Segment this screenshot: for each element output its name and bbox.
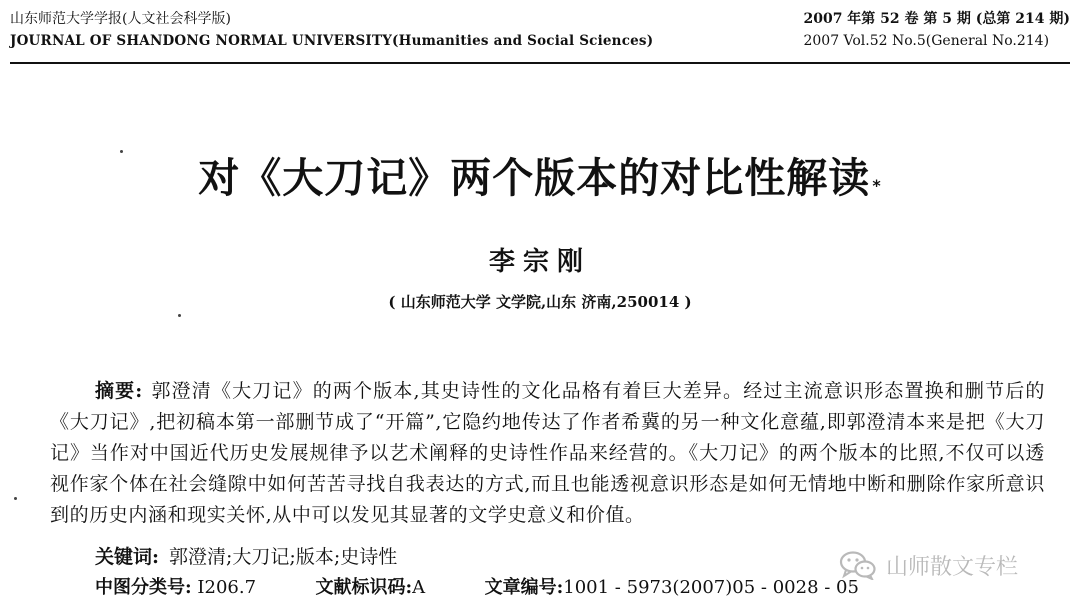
journal-header	[10, 8, 1070, 64]
classification-row	[95, 574, 859, 602]
keywords-text: 郭澄清;大刀记;版本;史诗性	[169, 546, 398, 568]
watermark	[838, 548, 1018, 582]
issue-info-en: 2007 Vol.52 No.5(General No.214)	[803, 33, 1050, 49]
article-no-value: 1001 - 5973(2007)05 - 0028 - 05	[563, 577, 859, 598]
article-title	[0, 150, 1080, 206]
abstract-text: 郭澄清《大刀记》的两个版本,其史诗性的文化品格有着巨大差异。经过主流意识形态置换和删节后的《大刀记》,把初稿本第一部删节成了“开篇”,它隐约地传达了作者希冀的另一种文化意蕴,即郭澄清本来是把《大刀记》当作对中国近代历史发展规律予以艺术阐释的史诗性作品来经营的。《大刀记》的两个版本的比照,不仅可以透视作家个体在社会缝隙中如何苦苦寻找自我表达的方式,而且也能透视意识形态是如何无情地中断和删除作家所意识到的历史内涵和现实关怀,从中可以发见其显著的文学史意义和价值。	[50, 380, 1045, 526]
abstract	[50, 376, 1045, 531]
clc-label: 中图分类号:	[95, 577, 192, 598]
abstract-label: 摘要:	[95, 380, 143, 402]
header-right	[803, 8, 1070, 52]
author-name: 李宗刚	[488, 247, 591, 277]
scan-speck	[14, 497, 17, 500]
author-affiliation: ( 山东师范大学 文学院,山东 济南,250014 )	[388, 293, 692, 311]
watermark-text: 山师散文专栏	[886, 554, 1019, 580]
wechat-icon	[838, 550, 878, 580]
keywords	[95, 543, 397, 571]
clc-value: I206.7	[197, 577, 257, 598]
title-footnote-mark: *	[872, 176, 882, 195]
doc-code-label: 文献标识码:	[315, 577, 413, 598]
issue-info-cn: 2007 年第 52 卷 第 5 期 (总第 214 期)	[803, 11, 1070, 27]
scan-speck	[120, 150, 123, 153]
header-left	[10, 8, 653, 52]
journal-name-en: JOURNAL OF SHANDONG NORMAL UNIVERSITY(Humanities and Social Sciences)	[10, 33, 654, 49]
doc-code-value: A	[412, 577, 426, 598]
keywords-label: 关键词:	[95, 546, 160, 568]
header-rule	[10, 62, 1070, 64]
scan-speck	[178, 314, 181, 317]
article-title-text: 对《大刀记》两个版本的对比性解读	[198, 154, 871, 202]
journal-name-cn: 山东师范大学学报(人文社会科学版)	[10, 11, 231, 27]
article-no-label: 文章编号:	[484, 577, 564, 598]
